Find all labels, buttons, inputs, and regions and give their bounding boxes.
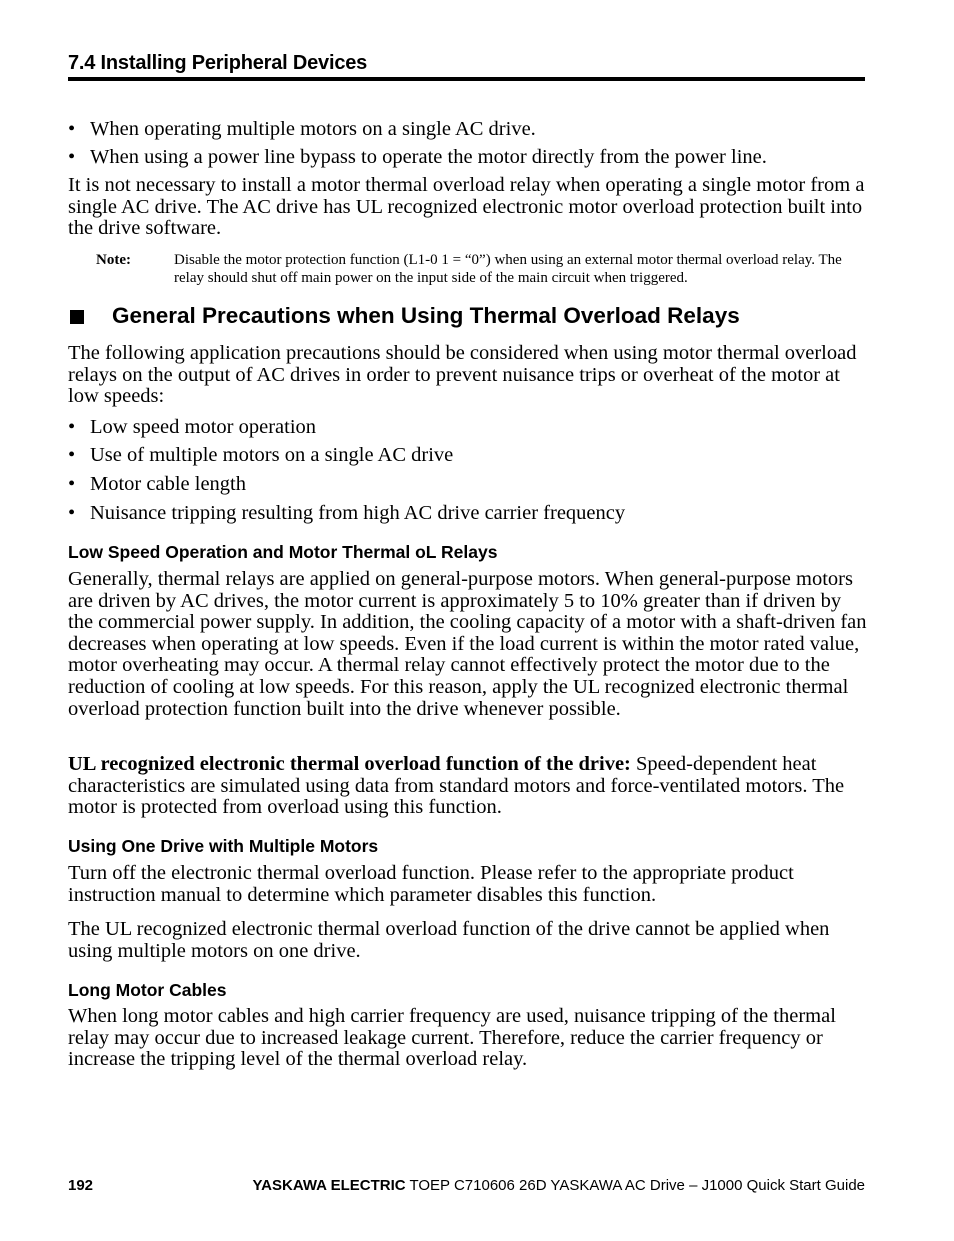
bullet-icon: • — [68, 444, 76, 466]
footer-doc-info — [253, 1177, 865, 1195]
list-item-text: When using a power line bypass to operate the motor directly from the power line. — [90, 146, 767, 168]
section-header: 7.4 Installing Peripheral Devices — [68, 52, 368, 74]
section-heading-text: General Precautions when Using Thermal Overload Relays — [112, 303, 740, 328]
footer-company: YASKAWA ELECTRIC — [252, 1177, 406, 1194]
list-item-text: Motor cable length — [90, 473, 246, 495]
subsection-heading: Using One Drive with Multiple Motors — [68, 836, 379, 856]
list-item-text: Nuisance tripping resulting from high AC drive carrier frequency — [90, 502, 626, 524]
bullet-icon: • — [68, 473, 76, 495]
list-item-text: Low speed motor operation — [90, 416, 317, 438]
paragraph-rest: Speed-dependent heat characteristics are simulated using data from standard motors and force-ventilated motors. The motor is protected from overload using this function. — [68, 753, 845, 819]
section-intro-paragraph: The following application precautions should be considered when using motor thermal overload relays on the output of AC drives in order to prevent nuisance trips or overheat of the motor at low speeds: — [68, 342, 857, 408]
subsection-heading: Low Speed Operation and Motor Thermal oL Relays — [68, 542, 498, 562]
multi-motor-paragraph-2: The UL recognized electronic thermal overload function of the drive cannot be applied when using multiple motors on one drive. — [68, 918, 830, 962]
bullet-icon: • — [68, 146, 76, 168]
subsection-heading: Long Motor Cables — [68, 980, 227, 1000]
bullet-icon: • — [68, 416, 76, 438]
square-bullet-icon — [70, 310, 84, 324]
low-speed-paragraph: Generally, thermal relays are applied on general-purpose motors. When general-purpose motors are driven by AC drives, the motor current is approximately 5 to 10% greater than if driven by the commercial power supply. In addition, the cooling capacity of a motor with a shaft-driven fan decreases when operating at low speeds. Even if the load current is within the motor rated value, motor overheating may occur. A thermal relay cannot effectively protect the motor due to the reduction of cooling at low speeds. For this reason, apply the UL recognized electronic thermal overload protection function built into the drive whenever possible. — [68, 568, 867, 720]
header-rule — [68, 77, 865, 81]
multi-motor-paragraph-1: Turn off the electronic thermal overload function. Please refer to the appropriate product instruction manual to determine which parameter disables this function. — [68, 862, 794, 906]
footer-doc-title: TOEP C710606 26D YASKAWA AC Drive – J1000 Quick Start Guide — [405, 1177, 865, 1194]
bullet-icon: • — [68, 502, 76, 524]
list-item-text: When operating multiple motors on a single AC drive. — [90, 118, 536, 140]
intro-paragraph: It is not necessary to install a motor thermal overload relay when operating a single motor from a single AC drive. The AC drive has UL recognized electronic motor overload protection built into the drive software. — [68, 174, 865, 240]
page-number: 192 — [68, 1177, 94, 1194]
bold-lead: UL recognized electronic thermal overload function of the drive: — [68, 753, 631, 775]
long-cables-paragraph: When long motor cables and high carrier frequency are used, nuisance tripping of the thermal relay may occur due to increased leakage current. Therefore, reduce the carrier frequency or increase the tripping level of the thermal overload relay. — [68, 1005, 836, 1071]
ul-function-paragraph — [68, 754, 867, 819]
note-label: Note: — [96, 252, 131, 268]
note-text: Disable the motor protection function (L1-0 1 = “0”) when using an external motor thermal overload relay. The relay should shut off main power on the input side of the main circuit when triggered. — [174, 252, 842, 286]
bullet-icon: • — [68, 118, 76, 140]
list-item-text: Use of multiple motors on a single AC drive — [90, 444, 454, 466]
